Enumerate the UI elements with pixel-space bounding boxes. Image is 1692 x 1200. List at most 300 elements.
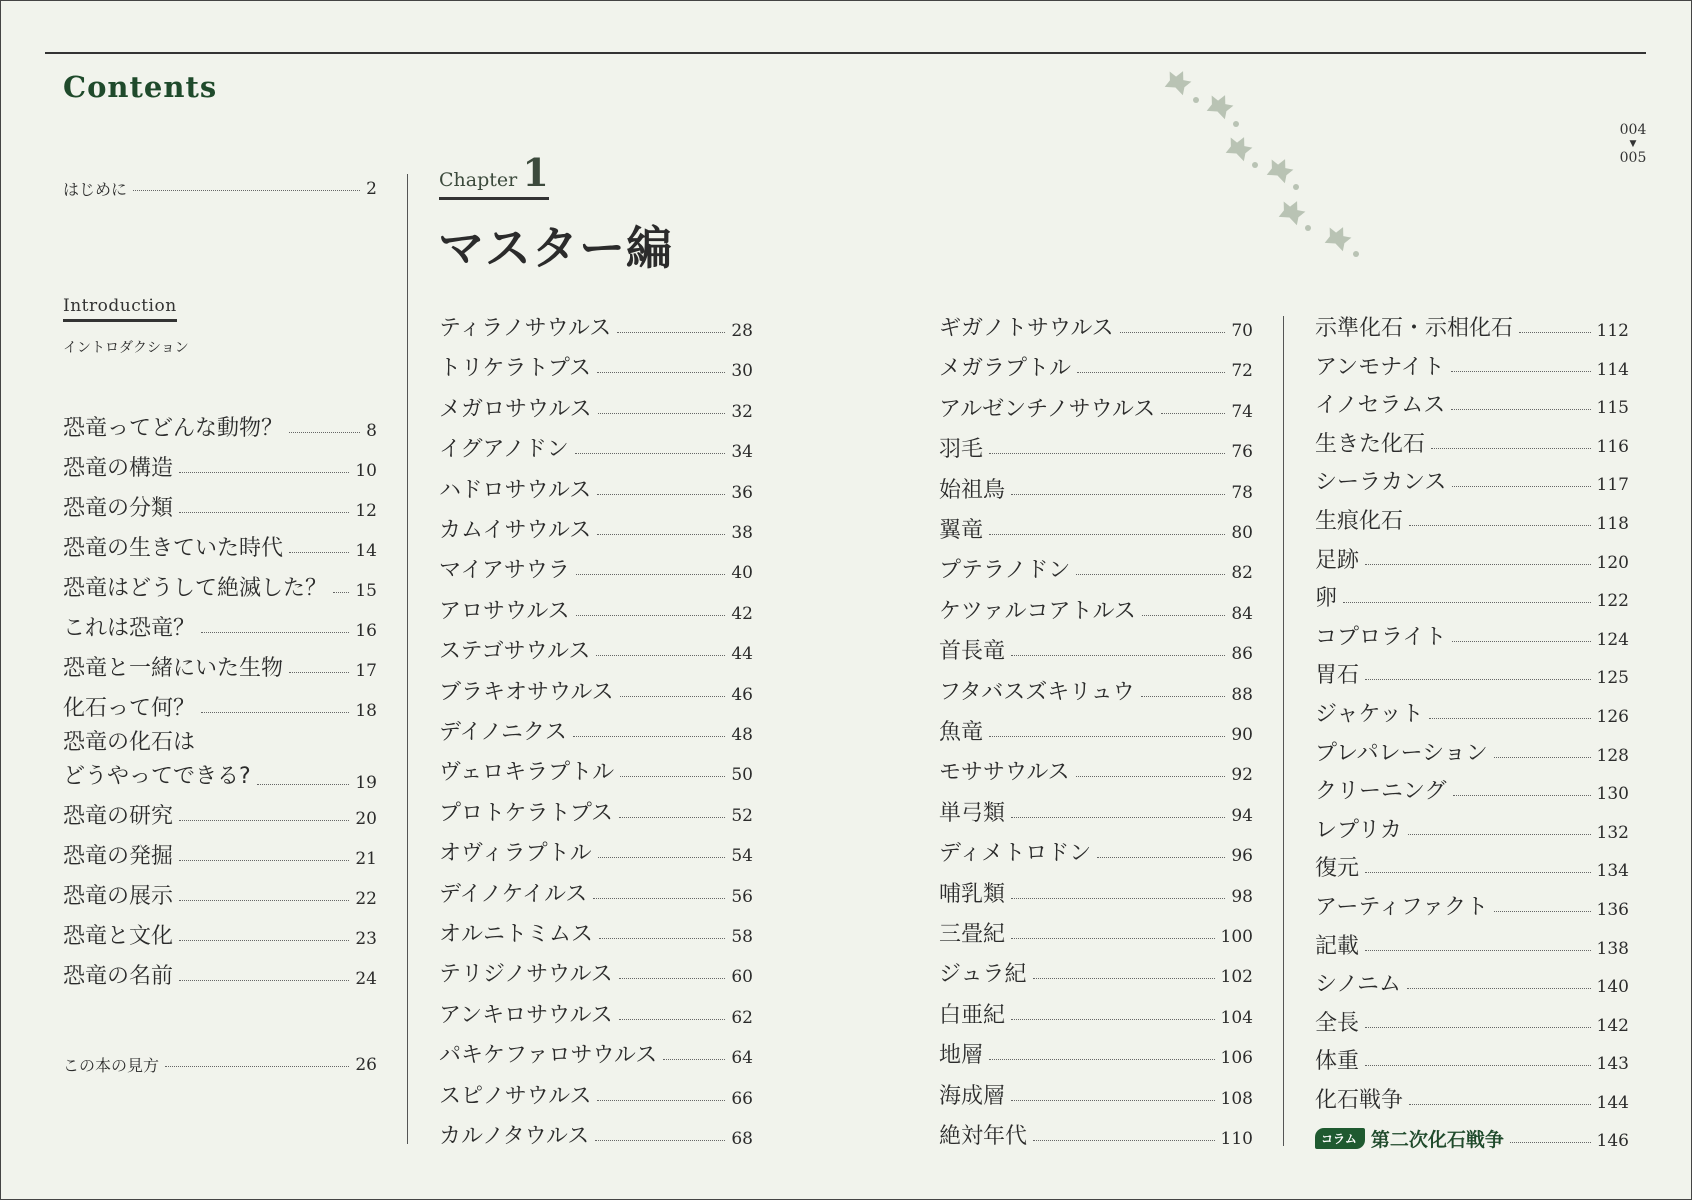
dotted-leader: [1076, 574, 1225, 575]
toc-label: 三畳紀: [939, 922, 1006, 947]
dotted-leader: [1451, 409, 1590, 410]
column-badge: コラム: [1315, 1128, 1365, 1149]
toc-page: 2: [366, 179, 377, 199]
toc-entry[interactable]: [439, 1076, 753, 1110]
toc-entry[interactable]: [1315, 1003, 1629, 1037]
toc-entry[interactable]: [939, 672, 1253, 706]
toc-page: 48: [731, 725, 753, 745]
toc-entry[interactable]: [1315, 578, 1629, 612]
toc-entry[interactable]: [63, 796, 377, 830]
toc-label: シノニム: [1315, 972, 1402, 998]
toc-entry[interactable]: [1315, 385, 1629, 419]
toc-entry[interactable]: [939, 1035, 1253, 1069]
toc-entry[interactable]: [439, 348, 753, 382]
toc-page: 96: [1231, 846, 1253, 867]
toc-page: 116: [1596, 436, 1629, 457]
toc-page: 108: [1220, 1088, 1253, 1109]
toc-page: 17: [355, 661, 377, 681]
dotted-leader: [1011, 1019, 1215, 1020]
toc-label: メガロサウルス: [439, 396, 592, 422]
toc-label: ディメトロドン: [939, 841, 1092, 867]
dotted-leader: [1011, 817, 1225, 818]
divider-left: [407, 174, 408, 1144]
toc-entry[interactable]: [439, 672, 753, 706]
toc-label: 海成層: [939, 1083, 1006, 1109]
toc-entry[interactable]: [439, 833, 753, 867]
toc-entry[interactable]: [1315, 848, 1629, 882]
toc-label: ステゴサウルス: [439, 639, 591, 665]
toc-page: 66: [731, 1088, 753, 1109]
toc-entry[interactable]: [939, 914, 1253, 948]
toc-page: 115: [1596, 398, 1629, 419]
toc-entry[interactable]: [1315, 501, 1629, 535]
dotted-leader: [597, 1100, 725, 1101]
toc-page: 128: [1596, 745, 1629, 766]
dotted-leader: [1365, 564, 1591, 565]
toc-entry[interactable]: [939, 591, 1253, 625]
toc-label: デイノケイルス: [439, 881, 588, 907]
toc-label: 化石戦争: [1315, 1088, 1404, 1113]
toc-entry[interactable]: [63, 528, 377, 562]
toc-page: 68: [731, 1129, 753, 1149]
toc-entry[interactable]: [63, 876, 377, 910]
toc-label: 足跡: [1315, 547, 1360, 573]
toc-page: 82: [1231, 563, 1253, 584]
toc-label: 単弓類: [939, 800, 1006, 826]
toc-page: 60: [731, 967, 753, 988]
dotted-leader: [1494, 757, 1591, 758]
intro-subheading: イントロダクション: [63, 340, 189, 356]
toc-label: 恐竜と一緒にいた生物: [63, 656, 284, 681]
dotted-leader: [576, 615, 726, 616]
toc-page: 16: [355, 621, 377, 641]
toc-label: メガラプトル: [939, 356, 1072, 382]
toc-entry[interactable]: [939, 1076, 1253, 1110]
toc-page: 72: [1231, 361, 1253, 382]
toc-label: パキケファロサウルス: [439, 1043, 658, 1069]
dotted-leader: [1033, 978, 1215, 979]
chapter-word: Chapter: [439, 169, 518, 191]
toc-entry[interactable]: [1315, 771, 1629, 805]
toc-entry[interactable]: [63, 568, 377, 602]
toc-page: 62: [731, 1007, 753, 1028]
toc-label: 哺乳類: [939, 881, 1006, 907]
dotted-leader: [133, 190, 360, 191]
dotted-leader: [1120, 332, 1226, 333]
toc-label: フタバスズキリュウ: [939, 679, 1135, 705]
dotted-leader: [619, 817, 725, 818]
toc-page: 140: [1596, 977, 1629, 998]
toc-entry[interactable]: [439, 954, 753, 988]
toc-label: 白亜紀: [939, 1002, 1006, 1028]
toc-page: 46: [731, 684, 753, 705]
toc-entry[interactable]: [1315, 733, 1629, 767]
toc-entry[interactable]: [939, 793, 1253, 827]
dotted-leader: [1011, 494, 1225, 495]
toc-label: ブラキオサウルス: [439, 679, 614, 705]
dotted-leader: [1142, 615, 1225, 616]
toc-entry[interactable]: [939, 308, 1253, 342]
toc-label: クリーニング: [1315, 779, 1447, 805]
dotted-leader: [1431, 448, 1591, 449]
toc-label: アルゼンチノサウルス: [939, 396, 1156, 422]
toc-entry[interactable]: [439, 389, 753, 423]
toc-label: 化石って何？: [63, 696, 196, 721]
toc-label: アンキロサウルス: [439, 1002, 613, 1028]
toc-entry[interactable]: [1315, 540, 1629, 574]
column-entry-label: [1315, 1125, 1504, 1152]
toc-entry[interactable]: [1315, 308, 1629, 342]
toc-entry[interactable]: [1315, 462, 1629, 496]
dotted-leader: [1452, 641, 1590, 642]
toc-label: プレパレーション: [1315, 740, 1488, 766]
dotted-leader: [593, 898, 725, 899]
toc-entry[interactable]: [939, 833, 1253, 867]
toc-entry[interactable]: [939, 510, 1253, 544]
toc-page: 52: [731, 805, 753, 826]
dotted-leader: [179, 900, 349, 901]
toc-entry[interactable]: [439, 712, 753, 746]
toc-label: 始祖鳥: [939, 477, 1006, 503]
dotted-leader: [1011, 1100, 1215, 1101]
toc-entry-column[interactable]: [1315, 1118, 1629, 1152]
divider-right: [1283, 316, 1284, 1146]
toc-page: 94: [1231, 805, 1253, 826]
toc-page: 118: [1596, 514, 1629, 534]
toc-entry[interactable]: [439, 874, 753, 908]
dotted-leader: [1453, 795, 1591, 796]
toc-entry[interactable]: [939, 752, 1253, 786]
triangle-down-icon: ▼: [1629, 139, 1637, 149]
toc-label: ギガノトサウルス: [939, 316, 1114, 341]
dotted-leader: [1408, 834, 1591, 835]
toc-label: 首長竜: [939, 639, 1006, 665]
toc-label: オヴィラプトル: [439, 841, 592, 867]
dotted-leader: [617, 332, 725, 333]
dotted-leader: [1452, 486, 1590, 487]
toc-label: 魚竜: [939, 720, 984, 745]
toc-label: ジャケット: [1315, 702, 1424, 727]
dotted-leader: [179, 940, 349, 941]
dotted-leader: [1076, 776, 1226, 777]
toc-entry[interactable]: [63, 608, 377, 642]
dotted-leader: [620, 776, 725, 777]
toc-label: プロトケラトプス: [439, 800, 614, 826]
dotted-leader: [989, 534, 1225, 535]
toc-entry[interactable]: [439, 591, 753, 625]
toc-label: アンモナイト: [1315, 354, 1445, 380]
dotted-leader: [598, 857, 726, 858]
toc-page: 84: [1231, 603, 1253, 624]
toc-label: イノセラムス: [1315, 393, 1446, 419]
toc-entry[interactable]: [939, 995, 1253, 1029]
toc-page: 24: [355, 969, 377, 989]
dotted-leader: [1141, 696, 1226, 697]
toc-entry-howto[interactable]: [63, 1042, 377, 1076]
toc-page: 14: [355, 541, 377, 561]
toc-label: プテラノドン: [939, 558, 1071, 584]
toc-label: デイノニクス: [439, 720, 567, 745]
dotted-leader: [289, 552, 349, 553]
toc-label: スピノサウルス: [439, 1083, 592, 1109]
dotted-leader: [595, 1140, 725, 1141]
toc-entry[interactable]: [939, 954, 1253, 988]
dotted-leader: [989, 453, 1225, 454]
toc-page: 44: [731, 644, 753, 665]
toc-label: アーティファクト: [1315, 895, 1489, 920]
toc-label: 恐竜の発掘: [63, 844, 174, 869]
dotted-leader: [179, 512, 349, 513]
toc-page: 110: [1220, 1129, 1253, 1149]
dotted-leader: [1161, 413, 1225, 414]
dotted-leader: [1365, 1065, 1591, 1066]
toc-label: 恐竜の構造: [63, 456, 174, 481]
toc-page: 98: [1231, 886, 1253, 907]
toc-page: 21: [355, 849, 377, 869]
page-number: [1618, 122, 1648, 166]
toc-entry[interactable]: [439, 470, 753, 504]
dotted-leader: [1097, 857, 1225, 858]
toc-page: 19: [355, 773, 377, 793]
toc-page: 8: [366, 421, 377, 441]
toc-page: 26: [355, 1055, 377, 1075]
toc-label: 胃石: [1315, 663, 1360, 689]
toc-page: 124: [1596, 629, 1629, 650]
toc-entry[interactable]: [63, 726, 377, 794]
toc-entry[interactable]: [439, 510, 753, 544]
toc-entry[interactable]: [1315, 1041, 1629, 1075]
toc-entry[interactable]: [939, 348, 1253, 382]
toc-entry[interactable]: [439, 550, 753, 584]
toc-page: 100: [1220, 927, 1253, 947]
toc-entry[interactable]: [939, 631, 1253, 665]
toc-page: 56: [731, 886, 753, 907]
dotted-leader: [1429, 718, 1590, 719]
toc-page: 138: [1596, 938, 1629, 959]
dotted-leader: [1343, 602, 1591, 603]
toc-page: 32: [731, 401, 753, 422]
intro-heading: Introduction: [63, 296, 177, 322]
toc-page: 86: [1231, 644, 1253, 665]
toc-label: カルノタウルス: [439, 1124, 590, 1149]
dotted-leader: [663, 1059, 725, 1060]
dotted-leader: [289, 432, 360, 433]
toc-page: 136: [1596, 900, 1629, 920]
toc-label: 地層: [939, 1043, 984, 1069]
dotted-leader: [1011, 898, 1225, 899]
toc-label: 恐竜と文化: [63, 924, 174, 949]
dotted-leader: [1077, 372, 1225, 373]
toc-label: 体重: [1315, 1049, 1360, 1075]
toc-label: マイアサウラ: [439, 558, 570, 584]
dotted-leader: [179, 860, 349, 861]
toc-entry[interactable]: [1315, 926, 1629, 960]
toc-page: 80: [1231, 523, 1253, 543]
toc-entry[interactable]: [63, 408, 377, 442]
toc-label: 全長: [1315, 1010, 1360, 1036]
toc-label: ケツァルコアトルス: [939, 598, 1136, 624]
dotted-leader: [1409, 525, 1591, 526]
dotted-leader: [201, 712, 349, 713]
toc-entry[interactable]: [63, 836, 377, 870]
top-rule: [45, 52, 1646, 54]
toc-entry[interactable]: [1315, 347, 1629, 381]
dotted-leader: [1510, 1142, 1591, 1143]
dotted-leader: [289, 672, 349, 673]
toc-label: 恐竜の展示: [63, 884, 174, 909]
toc-label: はじめに: [63, 180, 128, 199]
toc-label: 羽毛: [939, 437, 984, 463]
toc-page: 130: [1596, 784, 1629, 805]
toc-label: 恐竜の生きていた時代: [63, 536, 284, 561]
dotted-leader: [201, 632, 349, 633]
toc-label: オルニトミムス: [439, 922, 594, 947]
toc-label: 記載: [1315, 933, 1360, 959]
dotted-leader: [179, 980, 349, 981]
toc-label: 絶対年代: [939, 1124, 1028, 1149]
dotted-leader: [989, 736, 1225, 737]
dotted-leader: [1365, 679, 1591, 680]
dotted-leader: [1011, 655, 1225, 656]
dotted-leader: [1409, 1104, 1591, 1105]
toc-page: 120: [1596, 552, 1629, 573]
dotted-leader: [596, 655, 725, 656]
toc-label: これは恐竜？: [63, 616, 196, 641]
toc-entry[interactable]: [1315, 694, 1629, 728]
dotted-leader: [599, 938, 725, 939]
toc-entry[interactable]: [63, 916, 377, 950]
toc-entry[interactable]: [1315, 964, 1629, 998]
toc-page: 34: [731, 442, 753, 463]
dotted-leader: [573, 736, 726, 737]
dotted-leader: [575, 453, 726, 454]
toc-page: 142: [1596, 1015, 1629, 1036]
toc-label: コプロライト: [1315, 624, 1447, 650]
toc-label-line: どうやってできる?: [63, 764, 251, 789]
toc-entry[interactable]: [939, 389, 1253, 423]
toc-entry[interactable]: [939, 712, 1253, 746]
toc-page: 114: [1596, 359, 1629, 380]
toc-page: 50: [731, 765, 753, 786]
toc-page: 134: [1596, 861, 1629, 882]
toc-page: 146: [1596, 1131, 1629, 1151]
toc-page: 54: [731, 846, 753, 867]
toc-page: 18: [355, 701, 377, 721]
toc-page: 40: [731, 563, 753, 584]
toc-entry[interactable]: [439, 308, 753, 342]
dotted-leader: [1033, 1140, 1215, 1141]
toc-page: 104: [1220, 1007, 1253, 1028]
toc-entry[interactable]: [939, 429, 1253, 463]
toc-entry[interactable]: [439, 914, 753, 948]
toc-entry[interactable]: [439, 631, 753, 665]
toc-label-line: 恐竜の化石は: [63, 730, 196, 755]
toc-entry[interactable]: [439, 1035, 753, 1069]
toc-page: 70: [1231, 321, 1253, 341]
toc-page: 92: [1231, 765, 1253, 786]
toc-entry[interactable]: [439, 995, 753, 1029]
toc-label: ハドロサウルス: [439, 477, 592, 503]
toc-entry[interactable]: [63, 688, 377, 722]
toc-page: 23: [355, 929, 377, 949]
toc-entry-preface[interactable]: [63, 166, 377, 200]
toc-entry[interactable]: [1315, 424, 1629, 458]
toc-entry[interactable]: [1315, 1080, 1629, 1114]
toc-entry[interactable]: [1315, 617, 1629, 651]
toc-label: シーラカンス: [1315, 470, 1447, 496]
dotted-leader: [989, 1059, 1215, 1060]
toc-entry[interactable]: [939, 874, 1253, 908]
toc-label: ヴェロキラプトル: [439, 760, 615, 786]
toc-page: 58: [731, 927, 753, 947]
toc-label: ジュラ紀: [939, 962, 1027, 988]
toc-entry[interactable]: [439, 752, 753, 786]
column-title: 第二次化石戦争: [1370, 1129, 1504, 1151]
toc-entry[interactable]: [439, 793, 753, 827]
toc-entry[interactable]: [63, 956, 377, 990]
toc-page: 36: [731, 482, 753, 503]
dotted-leader: [619, 978, 726, 979]
dotted-leader: [1365, 872, 1591, 873]
chapter-title: マスター編: [438, 221, 673, 275]
toc-page: 20: [355, 809, 377, 829]
toc-entry[interactable]: [63, 488, 377, 522]
toc-page: 64: [731, 1048, 753, 1069]
toc-label: イグアノドン: [439, 437, 569, 463]
toc-page: 102: [1220, 967, 1253, 988]
dotted-leader: [1451, 371, 1591, 372]
toc-label: [63, 726, 251, 794]
toc-label: 恐竜の名前: [63, 964, 174, 989]
toc-page: 78: [1231, 482, 1253, 503]
dotted-leader: [1407, 988, 1591, 989]
toc-entry[interactable]: [939, 1116, 1253, 1150]
toc-entry[interactable]: [439, 429, 753, 463]
toc-label: 生痕化石: [1315, 509, 1404, 534]
dotted-leader: [619, 1019, 726, 1020]
toc-entry[interactable]: [939, 470, 1253, 504]
toc-page: 106: [1220, 1048, 1253, 1069]
dotted-leader: [597, 372, 725, 373]
toc-entry[interactable]: [439, 1116, 753, 1150]
toc-label: 翼竜: [939, 518, 984, 543]
toc-page: 76: [1231, 442, 1253, 463]
toc-entry[interactable]: [939, 550, 1253, 584]
toc-page: 10: [355, 461, 377, 481]
toc-entry[interactable]: [1315, 887, 1629, 921]
toc-page: 90: [1231, 725, 1253, 745]
toc-label: 示準化石・示相化石: [1315, 316, 1514, 341]
toc-label: カムイサウルス: [439, 518, 592, 543]
toc-page: 22: [355, 889, 377, 909]
toc-entry[interactable]: [1315, 655, 1629, 689]
dotted-leader: [1519, 332, 1591, 333]
dotted-leader: [179, 820, 349, 821]
toc-entry[interactable]: [63, 448, 377, 482]
toc-label: この本の見方: [63, 1056, 160, 1075]
toc-page: 15: [355, 581, 377, 601]
toc-page: 125: [1596, 668, 1629, 689]
dotted-leader: [620, 696, 726, 697]
chapter-number: 1: [522, 150, 549, 195]
chapter-label: [439, 150, 549, 200]
toc-page: 112: [1596, 321, 1629, 341]
toc-label: 恐竜はどうして絶滅した？: [63, 576, 328, 601]
toc-entry[interactable]: [63, 648, 377, 682]
toc-page: 122: [1596, 591, 1629, 612]
toc-page: 88: [1231, 684, 1253, 705]
toc-entry[interactable]: [1315, 810, 1629, 844]
